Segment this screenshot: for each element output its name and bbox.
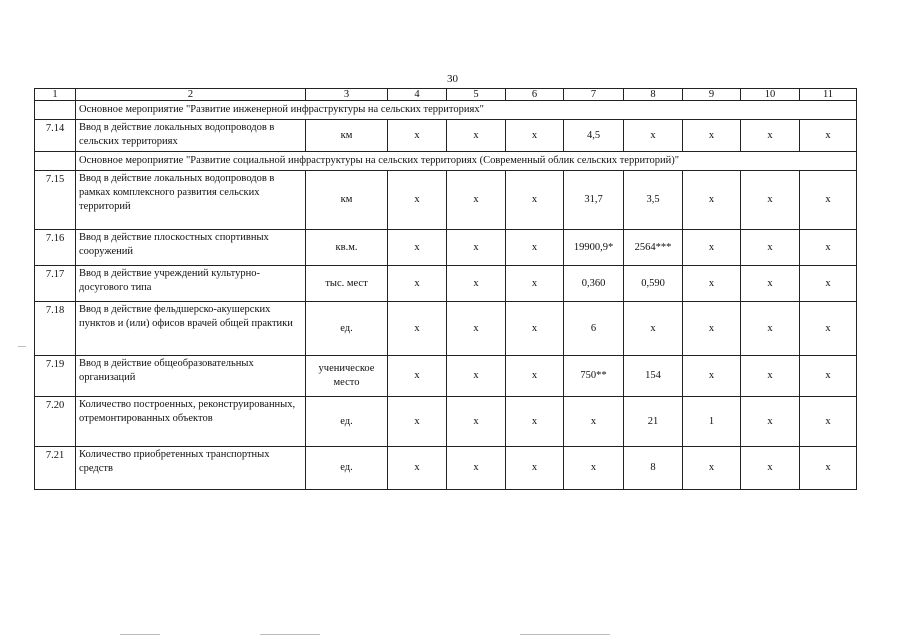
column-number-header: 4	[388, 89, 447, 101]
column-number-header: 6	[506, 89, 564, 101]
value-cell: х	[447, 302, 506, 356]
value-cell: 1	[683, 397, 741, 447]
indicator-name: Ввод в действие фельдшерско-акушерских пунктов и (или) офисов врачей общей практики	[76, 302, 306, 356]
table-row	[35, 302, 857, 356]
value-cell: х	[506, 447, 564, 490]
value-cell: х	[388, 230, 447, 266]
indicator-name: Ввод в действие плоскостных спортивных сооружений	[76, 230, 306, 266]
row-number: 7.14	[35, 120, 76, 152]
value-cell: х	[506, 171, 564, 230]
row-number: 7.17	[35, 266, 76, 302]
scan-mark	[260, 634, 320, 635]
column-number-header: 1	[35, 89, 76, 101]
page-number: 30	[447, 73, 458, 85]
unit-cell: кв.м.	[306, 230, 388, 266]
column-number-header: 9	[683, 89, 741, 101]
value-cell: х	[388, 120, 447, 152]
value-cell: 154	[624, 356, 683, 397]
table-row	[35, 171, 857, 230]
value-cell: х	[800, 120, 857, 152]
unit-cell: ед.	[306, 447, 388, 490]
section-row	[35, 152, 857, 171]
section-title: Основное мероприятие "Развитие социальной инфраструктуры на сельских территориях (Современный облик сельских территорий)"	[76, 152, 857, 171]
scan-mark	[120, 634, 160, 635]
value-cell: х	[388, 171, 447, 230]
unit-cell: тыс. мест	[306, 266, 388, 302]
value-cell: х	[683, 120, 741, 152]
value-cell: 3,5	[624, 171, 683, 230]
value-cell: х	[800, 230, 857, 266]
row-number: 7.18	[35, 302, 76, 356]
value-cell: х	[683, 356, 741, 397]
value-cell: 8	[624, 447, 683, 490]
value-cell: х	[800, 266, 857, 302]
value-cell: 6	[564, 302, 624, 356]
value-cell: х	[800, 356, 857, 397]
unit-cell: км	[306, 171, 388, 230]
indicator-name: Ввод в действие локальных водопроводов в сельских территориях	[76, 120, 306, 152]
value-cell: х	[741, 356, 800, 397]
value-cell: х	[741, 171, 800, 230]
value-cell: х	[741, 447, 800, 490]
value-cell: х	[741, 230, 800, 266]
value-cell: х	[388, 302, 447, 356]
value-cell: х	[388, 397, 447, 447]
value-cell: х	[388, 447, 447, 490]
value-cell: х	[683, 447, 741, 490]
row-number: 7.19	[35, 356, 76, 397]
section-title: Основное мероприятие "Развитие инженерной инфраструктуры на сельских территориях"	[76, 101, 857, 120]
row-number: 7.15	[35, 171, 76, 230]
indicator-name: Ввод в действие общеобразовательных организаций	[76, 356, 306, 397]
indicator-name: Количество приобретенных транспортных средств	[76, 447, 306, 490]
value-cell: х	[388, 356, 447, 397]
value-cell: х	[683, 266, 741, 302]
column-number-header: 8	[624, 89, 683, 101]
column-number-header: 3	[306, 89, 388, 101]
value-cell: х	[506, 230, 564, 266]
unit-cell: ед.	[306, 397, 388, 447]
value-cell: х	[388, 266, 447, 302]
value-cell: х	[506, 356, 564, 397]
indicators-table	[34, 88, 857, 490]
column-number-header: 11	[800, 89, 857, 101]
row-number: 7.16	[35, 230, 76, 266]
value-cell: 0,360	[564, 266, 624, 302]
table-header-row	[35, 89, 857, 101]
value-cell: х	[800, 397, 857, 447]
value-cell: х	[624, 302, 683, 356]
value-cell: х	[447, 120, 506, 152]
table-row	[35, 397, 857, 447]
value-cell: х	[800, 447, 857, 490]
value-cell: 19900,9*	[564, 230, 624, 266]
value-cell: х	[447, 266, 506, 302]
value-cell: х	[683, 302, 741, 356]
section-number-cell	[35, 152, 76, 171]
table-row	[35, 447, 857, 490]
value-cell: х	[506, 120, 564, 152]
section-number-cell	[35, 101, 76, 120]
column-number-header: 5	[447, 89, 506, 101]
value-cell: х	[447, 230, 506, 266]
value-cell: х	[506, 397, 564, 447]
section-row	[35, 101, 857, 120]
table-row	[35, 230, 857, 266]
value-cell: х	[447, 447, 506, 490]
indicator-name: Ввод в действие локальных водопроводов в рамках комплексного развития сельских территорий	[76, 171, 306, 230]
value-cell: х	[447, 356, 506, 397]
column-number-header: 2	[76, 89, 306, 101]
value-cell: х	[741, 120, 800, 152]
indicator-name: Количество построенных, реконструированных, отремонтированных объектов	[76, 397, 306, 447]
row-number: 7.20	[35, 397, 76, 447]
scan-mark	[18, 346, 26, 347]
unit-cell: ед.	[306, 302, 388, 356]
value-cell: х	[741, 397, 800, 447]
value-cell: х	[447, 171, 506, 230]
value-cell: 21	[624, 397, 683, 447]
column-number-header: 7	[564, 89, 624, 101]
unit-cell: ученическое место	[306, 356, 388, 397]
scan-mark	[520, 634, 610, 635]
value-cell: х	[447, 397, 506, 447]
value-cell: х	[683, 171, 741, 230]
value-cell: х	[564, 447, 624, 490]
value-cell: х	[800, 302, 857, 356]
value-cell: 4,5	[564, 120, 624, 152]
value-cell: х	[683, 230, 741, 266]
value-cell: 750**	[564, 356, 624, 397]
table-row	[35, 356, 857, 397]
value-cell: х	[564, 397, 624, 447]
indicator-name: Ввод в действие учреждений культурно-досугового типа	[76, 266, 306, 302]
value-cell: 0,590	[624, 266, 683, 302]
row-number: 7.21	[35, 447, 76, 490]
value-cell: х	[624, 120, 683, 152]
value-cell: х	[506, 302, 564, 356]
value-cell: х	[800, 171, 857, 230]
unit-cell: км	[306, 120, 388, 152]
value-cell: х	[741, 266, 800, 302]
value-cell: 2564***	[624, 230, 683, 266]
value-cell: х	[741, 302, 800, 356]
table-row	[35, 120, 857, 152]
value-cell: 31,7	[564, 171, 624, 230]
column-number-header: 10	[741, 89, 800, 101]
value-cell: х	[506, 266, 564, 302]
table-row	[35, 266, 857, 302]
